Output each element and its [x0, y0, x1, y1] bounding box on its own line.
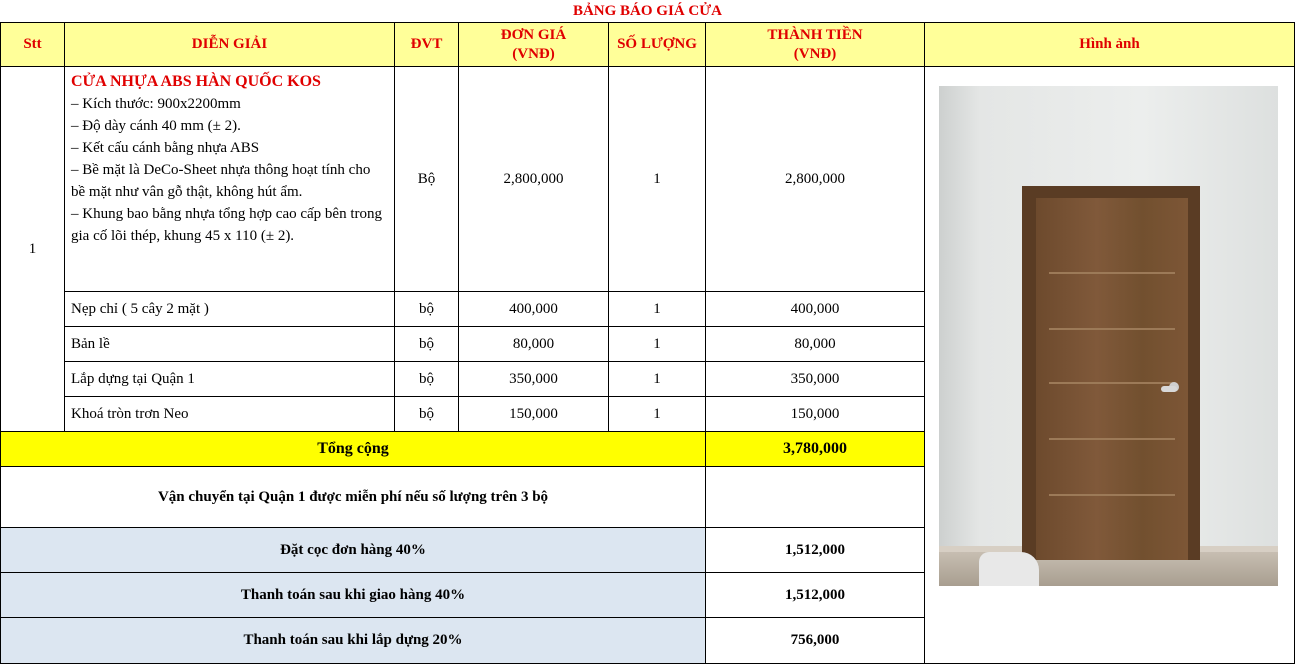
header-thanh-tien-line1: THÀNH TIỀN: [767, 26, 863, 43]
item-thanh-tien: 400,000: [706, 292, 925, 327]
product-stt: 1: [1, 67, 65, 432]
door-groove: [1049, 382, 1175, 384]
header-don-gia-line2: (VNĐ): [512, 45, 555, 62]
payment-label: Thanh toán sau khi giao hàng 40%: [1, 573, 706, 618]
door-leaf: [1036, 198, 1188, 560]
product-name: CỬA NHỰA ABS HÀN QUỐC KOS: [71, 73, 321, 90]
item-thanh-tien: 80,000: [706, 327, 925, 362]
product-so-luong: 1: [609, 67, 706, 292]
header-hinh-anh: Hình ảnh: [925, 23, 1295, 67]
header-dvt: ĐVT: [395, 23, 459, 67]
item-so-luong: 1: [609, 397, 706, 432]
item-dvt: bộ: [395, 292, 459, 327]
item-don-gia: 400,000: [459, 292, 609, 327]
item-desc: Nẹp chỉ ( 5 cây 2 mặt ): [65, 292, 395, 327]
door-photo-icon: [939, 86, 1278, 586]
header-thanh-tien: [706, 23, 925, 67]
item-thanh-tien: 150,000: [706, 397, 925, 432]
total-value: 3,780,000: [706, 432, 925, 467]
item-dvt: bộ: [395, 397, 459, 432]
door-groove: [1049, 328, 1175, 330]
door-groove: [1049, 272, 1175, 274]
door-groove: [1049, 438, 1175, 440]
product-spec: – Bề mặt là DeCo-Sheet nhựa thông hoạt tính cho bề mặt như vân gỗ thật, không hút ẩm.: [71, 162, 371, 200]
item-don-gia: 350,000: [459, 362, 609, 397]
payment-value: 1,512,000: [706, 528, 925, 573]
item-don-gia: 150,000: [459, 397, 609, 432]
item-so-luong: 1: [609, 327, 706, 362]
cloth: [979, 552, 1039, 586]
payment-label: Thanh toán sau khi lắp dựng 20%: [1, 618, 706, 664]
header-so-luong: SỐ LƯỢNG: [609, 23, 706, 67]
header-dien-giai: DIỄN GIẢI: [65, 23, 395, 67]
total-label: Tổng cộng: [1, 432, 706, 467]
shipping-note: Vận chuyển tại Quận 1 được miễn phí nếu số lượng trên 3 bộ: [1, 467, 706, 528]
item-so-luong: 1: [609, 292, 706, 327]
door-handle-icon: [1161, 386, 1177, 392]
product-spec: – Kích thước: 900x2200mm: [71, 96, 241, 112]
item-desc: Lắp dựng tại Quận 1: [65, 362, 395, 397]
header-thanh-tien-line2: (VNĐ): [793, 45, 837, 62]
payment-value: 1,512,000: [706, 573, 925, 618]
item-desc: Bản lề: [65, 327, 395, 362]
item-dvt: bộ: [395, 362, 459, 397]
item-dvt: bộ: [395, 327, 459, 362]
item-so-luong: 1: [609, 362, 706, 397]
header-don-gia: [459, 23, 609, 67]
product-don-gia: 2,800,000: [459, 67, 609, 292]
header-row: [1, 23, 1295, 67]
payment-label: Đặt cọc đơn hàng 40%: [1, 528, 706, 573]
product-description: [65, 67, 395, 292]
item-thanh-tien: 350,000: [706, 362, 925, 397]
payment-value: 756,000: [706, 618, 925, 664]
product-dvt: Bộ: [395, 67, 459, 292]
page-title: BẢNG BÁO GIÁ CỬA: [572, 3, 723, 19]
header-stt: Stt: [1, 23, 65, 67]
note-empty-cell: [706, 467, 925, 528]
product-thanh-tien: 2,800,000: [706, 67, 925, 292]
header-don-gia-line1: ĐƠN GIÁ: [500, 26, 567, 43]
door-groove: [1049, 494, 1175, 496]
product-spec: – Khung bao bằng nhựa tổng hợp cao cấp bên trong gia cố lõi thép, khung 45 x 110 (± 2).: [71, 206, 382, 244]
item-desc: Khoá tròn trơn Neo: [65, 397, 395, 432]
product-spec: – Kết cấu cánh bằng nhựa ABS: [71, 140, 260, 156]
item-don-gia: 80,000: [459, 327, 609, 362]
product-spec: – Độ dày cánh 40 mm (± 2).: [71, 118, 241, 134]
